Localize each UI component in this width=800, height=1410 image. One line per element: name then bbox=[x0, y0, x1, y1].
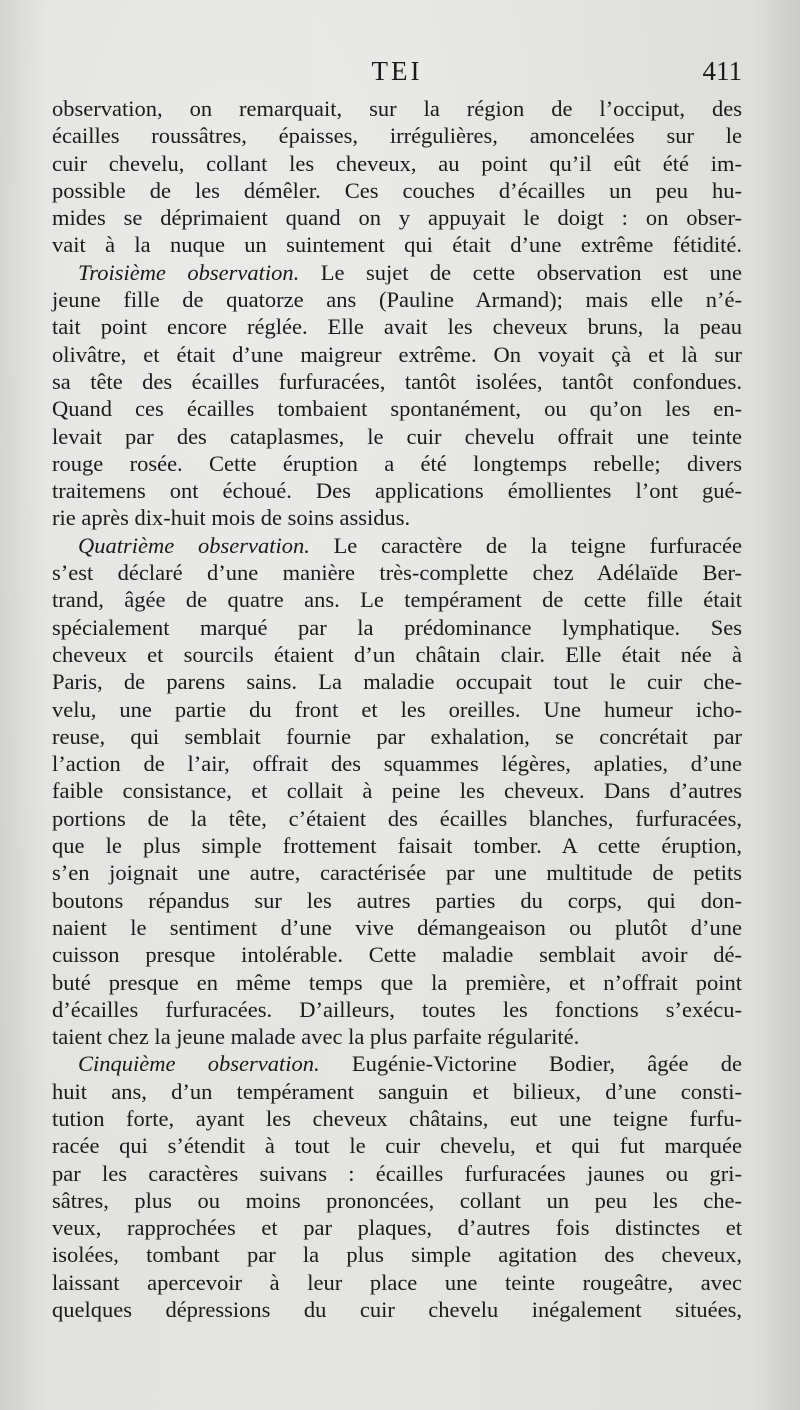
text-line: écailles roussâtres, épaisses, irrégulières, amoncelées sur le bbox=[52, 123, 742, 149]
text-line: par les caractères suivans : écailles furfuracées jaunes ou gri- bbox=[52, 1160, 742, 1186]
paragraph-continuation bbox=[52, 95, 742, 259]
paragraph-troisieme-observation bbox=[52, 259, 742, 532]
text-line: cheveux et sourcils étaient d’un châtain clair. Elle était née à bbox=[52, 641, 742, 667]
page-header bbox=[52, 56, 742, 96]
paragraph-cinquieme-observation bbox=[52, 1050, 742, 1323]
text-line: cuisson presque intolérable. Cette maladie semblait avoir dé- bbox=[52, 942, 742, 968]
text-line: quelques dépressions du cuir chevelu inégalement situées, bbox=[52, 1297, 742, 1323]
text-line: d’écailles furfuracées. D’ailleurs, toutes les fonctions s’exécu- bbox=[52, 996, 742, 1022]
text-line: veux, rapprochées et par plaques, d’autres fois distinctes et bbox=[52, 1215, 742, 1241]
text-line: l’action de l’air, offrait des squammes légères, aplaties, d’une bbox=[52, 751, 742, 777]
text-line: que le plus simple frottement faisait tomber. A cette éruption, bbox=[52, 833, 742, 859]
text-line: buté presque en même temps que la première, et n’offrait point bbox=[52, 969, 742, 995]
body-text bbox=[52, 95, 742, 1323]
text-line: vait à la nuque un suintement qui était d’une extrême fétidité. bbox=[52, 232, 742, 258]
text-line: portions de la tête, c’étaient des écailles blanches, furfuracées, bbox=[52, 805, 742, 831]
text-line: tait point encore réglée. Elle avait les cheveux bruns, la peau bbox=[52, 314, 742, 340]
text-span: Le caractère de la teigne furfuracée bbox=[333, 532, 742, 558]
text-line: reuse, qui semblait fournie par exhalation, se concrétait par bbox=[52, 723, 742, 749]
text-line: faible consistance, et collait à peine les cheveux. Dans d’autres bbox=[52, 778, 742, 804]
text-line: possible de les démêler. Ces couches d’écailles un peu hu- bbox=[52, 177, 742, 203]
observation-title: Quatrième observation. bbox=[78, 532, 310, 558]
paragraph-quatrieme-observation bbox=[52, 532, 742, 1051]
running-head: TEI bbox=[371, 56, 423, 86]
text-line: racée qui s’étendit à tout le cuir chevelu, et qui fut marquée bbox=[52, 1133, 742, 1159]
text-line: levait par des cataplasmes, le cuir chevelu offrait une teinte bbox=[52, 423, 742, 449]
text-line: tution forte, ayant les cheveux châtains, eut une teigne furfu- bbox=[52, 1105, 742, 1131]
text-line: cuir chevelu, collant les cheveux, au point qu’il eût été im- bbox=[52, 150, 742, 176]
text-line: rouge rosée. Cette éruption a été longtemps rebelle; divers bbox=[52, 450, 742, 476]
text-line: rie après dix-huit mois de soins assidus. bbox=[52, 505, 411, 531]
text-line: s’en joignait une autre, caractérisée par une multitude de petits bbox=[52, 860, 742, 886]
page-number: 411 bbox=[702, 56, 742, 86]
text-line: mides se déprimaient quand on y appuyait le doigt : on obser- bbox=[52, 205, 742, 231]
text-line: jeune fille de quatorze ans (Pauline Armand); mais elle n’é- bbox=[52, 287, 742, 313]
text-span: Le sujet de cette observation est une bbox=[320, 259, 742, 285]
text-line bbox=[52, 1050, 742, 1077]
text-line: traitemens ont échoué. Des applications émollientes l’ont gué- bbox=[52, 478, 742, 504]
observation-title: Cinquième observation. bbox=[78, 1051, 320, 1077]
text-line: sâtres, plus ou moins prononcées, collant un peu les che- bbox=[52, 1187, 742, 1213]
text-line: Quand ces écailles tombaient spontanément, ou qu’on les en- bbox=[52, 396, 742, 422]
text-line: spécialement marqué par la prédominance lymphatique. Ses bbox=[52, 614, 742, 640]
text-line bbox=[52, 532, 742, 559]
text-line: taient chez la jeune malade avec la plus parfaite régularité. bbox=[52, 1024, 580, 1050]
text-line: sa tête des écailles furfuracées, tantôt isolées, tantôt confondues. bbox=[52, 368, 742, 394]
text-line: boutons répandus sur les autres parties du corps, qui don- bbox=[52, 887, 742, 913]
text-line: s’est déclaré d’une manière très-complette chez Adélaïde Ber- bbox=[52, 560, 742, 586]
observation-title: Troisième observation. bbox=[78, 259, 300, 285]
text-line bbox=[52, 259, 742, 286]
text-line: naient le sentiment d’une vive démangeaison ou plutôt d’une bbox=[52, 914, 742, 940]
text-line: observation, on remarquait, sur la région de l’occiput, des bbox=[52, 96, 742, 121]
text-line: Paris, de parens sains. La maladie occupait tout le cuir che- bbox=[52, 669, 742, 695]
text-line: olivâtre, et était d’une maigreur extrême. On voyait çà et là sur bbox=[52, 341, 742, 367]
text-line: isolées, tombant par la plus simple agitation des cheveux, bbox=[52, 1242, 742, 1268]
text-span: Eugénie-Victorine Bodier, âgée de bbox=[351, 1051, 742, 1077]
text-line: huit ans, d’un tempérament sanguin et bilieux, d’une consti- bbox=[52, 1078, 742, 1104]
text-line: laissant apercevoir à leur place une teinte rougeâtre, avec bbox=[52, 1269, 742, 1295]
text-line: velu, une partie du front et les oreilles. Une humeur icho- bbox=[52, 696, 742, 722]
text-line: trand, âgée de quatre ans. Le tempérament de cette fille était bbox=[52, 587, 742, 613]
